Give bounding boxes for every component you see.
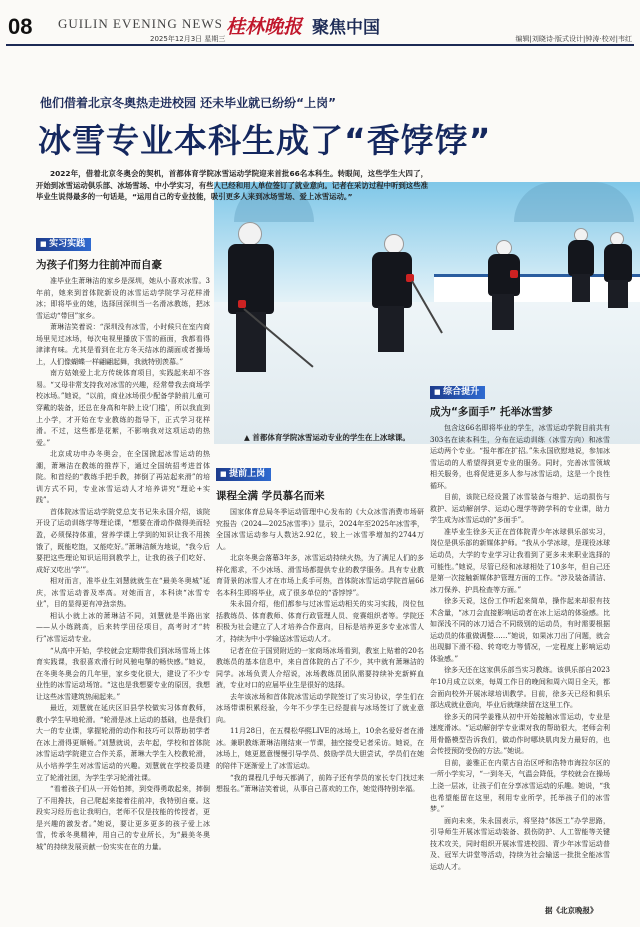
paragraph: 徐多天还在这家俱乐部当实习教练。该俱乐部自2023年10月成立以来，每周工作日的晚间和周六周日全天，都会面向校外开展冰球培训教学。目前，徐多天已经和俱乐部达成就业意向，毕业后就继续留在这里工作。 [430, 666, 610, 710]
paragraph: 准毕业生徐多天正在首体院青少年冰球俱乐部实习，岗位是俱乐部的新媒体护师。“我从小学冰球，是现役冰球运动员，大学的专业学习让我看到了更多未来职业选择的可能性。”她说，尽管已经和冰球相处了10多年，但自己还是第一次接触新媒体护管理方面的工作。“涉及装备清洁、冰刀保养、护具检查等方面。” [430, 527, 610, 594]
paper-logo: 桂林晚报 [226, 16, 303, 38]
paragraph: 南方姑娘爱上北方传统体育项目，实践起来却不容易。“又母非常支持我对冰雪的兴趣，经常带我去商场学校冰场。”她说，“以前，商业冰场很少配备学龄前儿童可穿戴的装备，还总在身高和年龄上设‘门槛’，所以我直到上小学，才开始在专业教练的指导下，正式学习花样滑。不过，这些都是花絮，不影响我对这项运动的热爱。” [36, 369, 210, 447]
section-label-growth: ■ 综合提升 [430, 386, 485, 399]
photo-caption-text: 首都体育学院冰雪运动专业的学生在上冰球课。 [252, 433, 410, 442]
section-label-practice: ■ 实习实践 [36, 238, 91, 251]
section-label-early: ■ 提前上岗 [216, 468, 271, 481]
section-subhead-growth: 成为“多面手” 托举冰雪梦 [430, 406, 553, 418]
paragraph: 朱永国介绍，他们都参与过冰雪运动相关的实习实践，岗位包括教练员、体育教师、体育行政管理人员、竞赛组织者等。学院还积极为社会建立了人才培养合作意向，目标是培养更多专业冰雪人才，持续为中小学输送冰雪运动人才。 [216, 600, 424, 644]
background-tree [514, 182, 634, 222]
page-number: 08 [8, 14, 33, 39]
paragraph: 面向未来，朱永国表示，将坚持“体医工”办学思路，引导师生开展冰雪运动装备、损伤防护、人工智能等关键技术攻关，同时组织开展冰雪进校园、青少年冰雪运动普及、冠军大讲堂等活动，持续为社会输送一批批全能冰雪运动人才。 [430, 816, 610, 871]
section-body-early [216, 507, 424, 899]
paragraph: 最近，刘慧就在延庆区旧县学校做实习体育教师，教小学生早地轮滑。“轮滑是冰上运动的基础，也是我们大一的专业课，掌握轮滑的动作和技巧可以帮助初学者在冰上滑得更顺畅。”刘慧就说，去年起，学校和首体院冰雪运动学院建立合作关系，萧琳大学生入校教轮滑，从小培养学生对冰雪运动的兴趣。刘慧就在学校委员建立了轮滑社团，为学生学习轮滑社课。 [36, 704, 210, 782]
paragraph: “从高中开始，学校就会定期带我们到冰场雪场上体育实践课，我很喜欢滑行时风驰电掣的畅快感。”她说，在冬奥冬奥会的几年里，家乡变化很大，建设了不少专业性的冰雪运动场馆。“这也是我想要专业的原因，我想让这些冰雪建筑热闹起来。” [36, 646, 210, 701]
paragraph: 记者在位于国贸附近的一家商场冰场看到，教室上贴着的20名教练员的基本信息中，来自首体院的占了不少，其中就有萧琳洁的同学。冰场负责人介绍说，冰场教练员团队需要持续补充新鲜血液，专业对口的应届毕业生是很好的选择。 [216, 646, 424, 690]
hockey-photo [214, 182, 640, 444]
paragraph: 北京冬奥会落幕3年多，冰雪运动持续火热，为了满足人们的多样化需求，不少冰场、滑雪场都提供专业的教学服务。具有专业教育背景的冰雪人才在市场上炙手可热，首体院冰雪运动学院首届66名本科生即将毕业，成了很多单位的“香饽饽”。 [216, 554, 424, 597]
paragraph: 目前，姜雅正在内蒙古自治区呼和浩特市海拉尔区的一所小学实习，“一到冬天，气温会降低，学校就会在操场上浇一层冰，让孩子们在分享冰雪运动的乐趣。她说，“我也希望能留在这里，利用专业所学，托举孩子们的冰雪梦。” [430, 758, 610, 814]
paragraph: 目前，该院已经设置了冰雪装备与维护、运动损伤与救护、运动解剖学、运动心理学等跨学科的专业课，助力学生成为冰雪运动的“多面手”。 [430, 493, 610, 525]
paragraph: 首体院冰雪运动学院党总支书记朱永国介绍，该院开设了运动训练学等理论课，“想要在滑动作做得美而轻盈，必须保持体重，营养学课上学到的知识让我不用挨饿了，既能吃饱，又能吃好。”萧琳洁颇为地说，“我今后要把这些理论知识运用到教学上，让我的孩子们吃好、成好又吃出‘学’”。 [36, 507, 210, 574]
section-subhead-practice: 为孩子们努力往前冲而自豪 [36, 259, 162, 271]
paper-english-name: GUILIN EVENING NEWS [58, 16, 223, 31]
date-line: 2025年12月3日 星期三 [150, 35, 226, 43]
paragraph: 相对而言，准毕业生刘慧就就生在“最美冬奥城”延庆，冰雪运动普及率高。对她而言，本科读“冰雪专业”，目的显得更有冲劲亲热。 [36, 577, 210, 609]
paragraph: 北京成功申办冬奥会，在全国掀起冰雪运动的热潮，萧琳洁在教练的推荐下，通过全国统招考进首体院。和首经的“教练手把手教，摔倒了再站起来滑”的培训方式不同，专业冰雪运动人才培养讲究“理论+实践”。 [36, 450, 210, 505]
paragraph: “看着孩子们从一开始怕摔，到变得勇敢起来，摔倒了不用搀扶，自己爬起来接着往前冲，我特别自豪。这段实习经历也让我明白，老师不仅是技能的传授者，更是兴趣的激发者。”她说，要让更多更多的孩子爱上冰雪，传承冬奥精神，用自己的专业所长，为“最美冬奥城”的持续发展贡献一份实实在在的力量。 [36, 785, 210, 851]
section-name: 聚焦中国 [312, 18, 380, 38]
section-body-growth [430, 423, 610, 899]
photo-caption: ▲ 首都体育学院冰雪运动专业的学生在上冰球课。 [244, 433, 410, 442]
editors-line: 编辑|刘晓诗·版式设计|钟涛·校对|韦红 [515, 35, 632, 43]
paragraph: 国家体育总局冬季运动管理中心发布的《大众冰雪消费市场研究报告（2024—2025冰雪季）》显示，2024年至2025年冰雪季，全国冰雪运动参与人数达2.92亿，较上一冰雪季增加约2744万人。 [216, 508, 424, 551]
article-lead: 2022年，借着北京冬奥会的契机，首都体育学院冰雪运动学院迎来首批66名本科生。转眼间，这些学生大四了，开始到冰雪运动俱乐部、冰场雪场、中小学实习，有些人已经和用人单位签订了就业意向。记者在采访过程中听到这些准毕业生说得最多的一句话是，“运用自己的专业技能，吸引更多人来到冰场雪场、爱上冰雪运动。” [36, 169, 428, 202]
article-title: 冰雪专业本科生成了“香饽饽” [38, 121, 492, 160]
paragraph: 去年该冰场和首体院冰雪运动学院签订了实习协议，学生们在冰场带课积累经验，今年不少学生已经提前与冰场签订了就业意向。 [216, 692, 424, 724]
paragraph: 徐多天说，这份工作听起来简单，操作起来却很有技术含量，“冰刀会直接影响运动者在冰上运动的体验感。比如深浅不同的冰刀适合不同级别的运动员，有时需要根据运动员的体重做调整……”她说，如果冰刀出了问题，就会出现脚下滑不稳、转弯吃力等情况，一定程度上影响运动体验感。” [430, 597, 610, 663]
section-body-practice [36, 276, 210, 872]
paragraph: 11月28日，在五棵松华熙LIVE的冰场上，10余名爱好者在滑冰。兼职教练萧琳洁刚结束一节课，抽空接受记者采访。她说，在冰场上，她更愿意慢慢引导学员、鼓励学员大胆尝试，学员们在她的陪伴下逐渐爱上了冰雪运动。 [216, 727, 424, 771]
paragraph: 包含这66名即将毕业的学生，冰雪运动学院目前共有303名在读本科生，分布在运动训练（冰雪方向）和冰雪运动两个专业。“报年都在扩招。”朱永国欣慰地说，参加冰雪运动的人希望得到更专业的服务。同时，完善冰雪领域相关服务，也将促进更多人参与冰雪运动，这是一个良性循环。 [430, 424, 610, 490]
paragraph: 萧琳洁笑着说：“深圳没有冰雪，小时候只在室内商场里见过冰场，每次电视里播放下雪的画面，我都看得津津有味。尤其是看到在北方冬天结冰的湖面或者操场上，人们像蝴蝶一样翩翩起舞，我就特别羡慕。” [36, 323, 210, 366]
page-header [0, 0, 640, 44]
paragraph: 相认小就上冰的萧琳洁不同，刘慧就是半路出家——从小练跳高，后来转学田径项目，高考时才“转行”冰雪运动专业。 [36, 611, 210, 643]
section-subhead-early: 课程全满 学员慕名而来 [216, 490, 325, 502]
paragraph: 准毕业生萧琳洁的家乡是深圳，她从小喜欢冰雪。3年前，她来到首体院新设的冰雪运动学院学习花样滑冰；即将毕业的她，选择回深圳当一名滑冰教练，把冰雪运动“带回”家乡。 [36, 277, 210, 320]
paragraph: 徐多天的同学姜雅从初中开始接触冰雪运动，专业是速度滑冰。“运动解剖学专业课对我的帮助很大，老师会利用骨骼模型告诉我们，做动作时哪块肌肉发力最好的，也会传授预防受伤的方法。”她说。 [430, 712, 610, 756]
source-credit: 据《北京晚报》 [545, 906, 598, 915]
header-rule [6, 44, 634, 46]
article-kicker: 他们借着北京冬奥热走进校园 还未毕业就已纷纷“上岗” [40, 96, 336, 110]
paragraph: “我的课程几乎每天都满了，前阵子还有学员的家长专门找过来想报名。”萧琳洁笑着说，从事自己喜欢的工作，她觉得特别幸福。 [216, 773, 424, 794]
